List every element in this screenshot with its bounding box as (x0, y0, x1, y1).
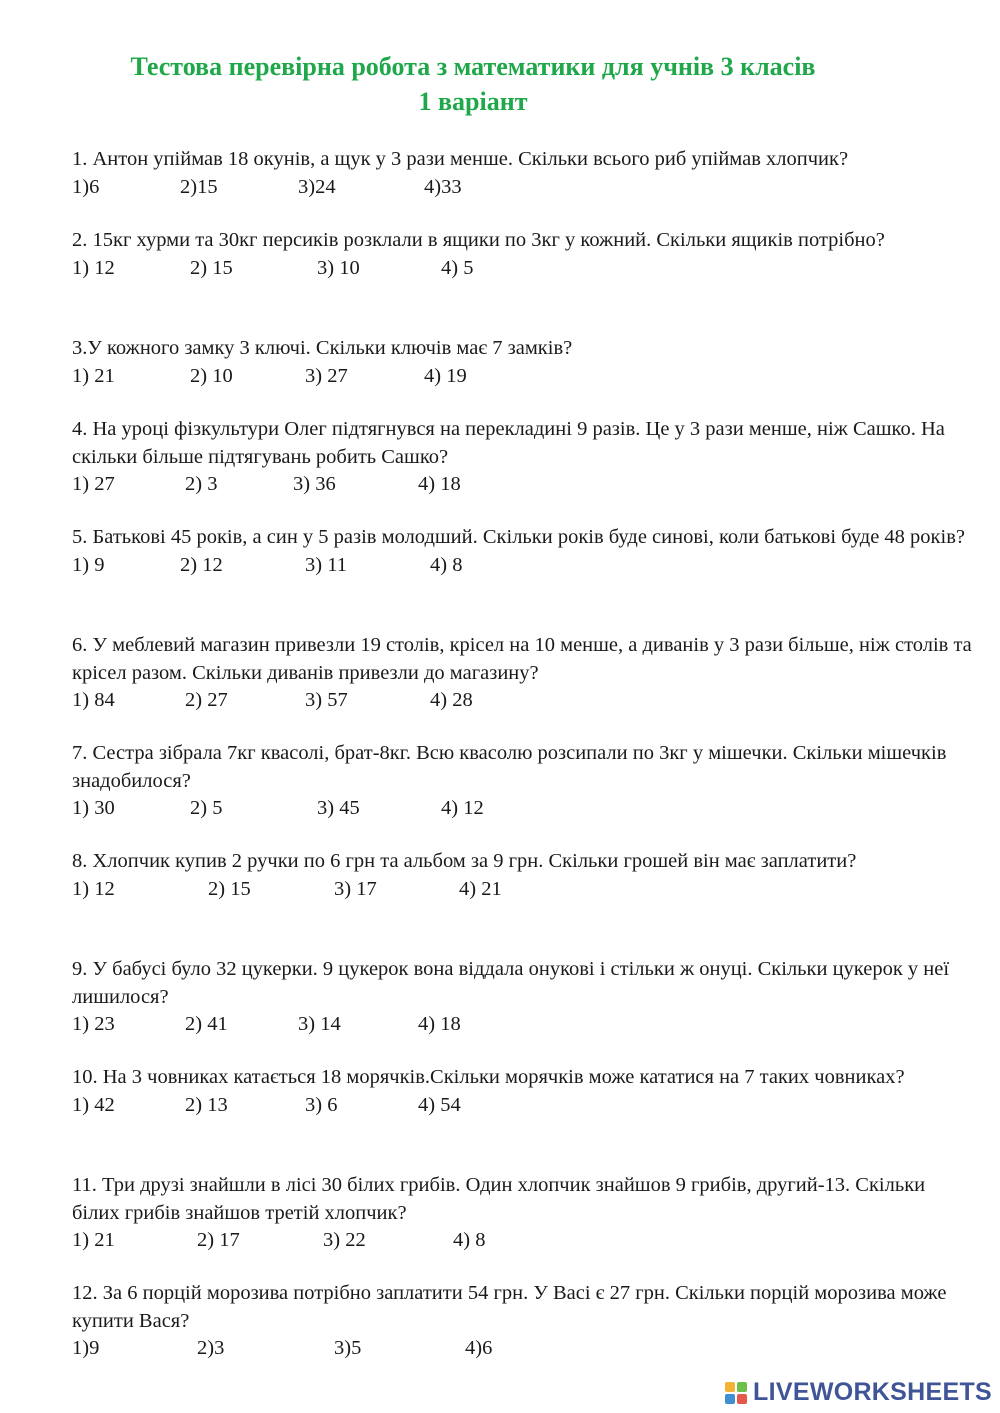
answer-option[interactable]: 3)5 (334, 1337, 362, 1359)
question-text: 4. На уроці фізкультури Олег підтягнувся на перекладині 9 разів. Це у 3 рази менше, ніж Сашко. На скільки більше підтягувань робить Сашко? (72, 418, 945, 468)
answer-option[interactable]: 3) 36 (293, 473, 336, 495)
answer-option[interactable]: 1) 21 (72, 1229, 115, 1251)
answer-option[interactable]: 2) 13 (185, 1093, 228, 1116)
answer-option[interactable]: 1) 23 (72, 1013, 115, 1035)
answer-option[interactable]: 4) 8 (430, 553, 463, 576)
answer-option[interactable]: 3) 27 (305, 364, 348, 387)
question-text: 11. Три друзі знайшли в лісі 30 білих грибів. Один хлопчик знайшов 9 грибів, другий-13. Скільки білих грибів знайшов третій хлопчик? (72, 1174, 926, 1224)
question-text: 8. Хлопчик купив 2 ручки по 6 грн та альбом за 9 грн. Скільки грошей він має заплатити? (72, 850, 857, 872)
answer-option[interactable]: 4) 12 (441, 797, 484, 819)
answer-option[interactable]: 3) 57 (305, 689, 348, 711)
answer-options (72, 1011, 972, 1039)
logo-tile (725, 1382, 735, 1392)
liveworksheets-logo (725, 1378, 992, 1407)
logo-tile (737, 1382, 747, 1392)
answer-option[interactable]: 3) 22 (323, 1229, 366, 1251)
answer-option[interactable]: 1) 12 (72, 877, 115, 900)
answer-option[interactable]: 2) 17 (197, 1229, 240, 1251)
answer-option[interactable]: 4) 54 (418, 1093, 461, 1116)
question-2 (72, 227, 972, 282)
question-3 (72, 335, 972, 390)
answer-option[interactable]: 3) 45 (317, 797, 360, 819)
answer-option[interactable]: 1) 12 (72, 256, 115, 279)
answer-option[interactable]: 3)24 (298, 175, 336, 198)
answer-option[interactable]: 3) 14 (298, 1013, 341, 1035)
answer-option[interactable]: 1)6 (72, 175, 100, 198)
question-text: 2. 15кг хурми та 30кг персиків розклали в ящики по 3кг у кожний. Скільки ящиків потрібно? (72, 229, 885, 251)
answer-options (72, 1335, 972, 1363)
answer-options (72, 876, 972, 904)
answer-option[interactable]: 4) 19 (424, 364, 467, 387)
answer-options (72, 471, 972, 499)
question-text: 3.У кожного замку 3 ключі. Скільки ключів має 7 замків? (72, 337, 573, 359)
answer-option[interactable]: 1) 9 (72, 553, 105, 576)
answer-option[interactable]: 2) 12 (180, 553, 223, 576)
answer-option[interactable]: 4) 18 (418, 1013, 461, 1035)
question-text: 1. Антон упіймав 18 окунів, а щук у 3 рази менше. Скільки всього риб упіймав хлопчик? (72, 148, 849, 170)
answer-option[interactable]: 2) 41 (185, 1013, 228, 1035)
answer-option[interactable]: 3) 10 (317, 256, 360, 279)
answer-options (72, 687, 972, 715)
question-7 (72, 740, 972, 823)
answer-option[interactable]: 2) 5 (190, 797, 223, 819)
answer-option[interactable]: 2) 15 (190, 256, 233, 279)
logo-tile (737, 1394, 747, 1404)
answer-option[interactable]: 2) 10 (190, 364, 233, 387)
logo-icon (725, 1382, 747, 1404)
answer-options (72, 795, 972, 823)
answer-option[interactable]: 2)3 (197, 1337, 225, 1359)
logo-tile (725, 1394, 735, 1404)
answer-option[interactable]: 1) 27 (72, 473, 115, 495)
question-text: 12. За 6 порцій морозива потрібно заплатити 54 грн. У Васі є 27 грн. Скільки порцій морозива може купити Вася? (72, 1282, 947, 1332)
answer-option[interactable]: 1) 30 (72, 797, 115, 819)
question-text: 5. Батькові 45 років, а син у 5 разів молодший. Скільки років буде синові, коли батькові буде 48 років? (72, 526, 965, 548)
answer-option[interactable]: 4)6 (465, 1337, 493, 1359)
question-6 (72, 632, 972, 715)
answer-option[interactable]: 4) 28 (430, 689, 473, 711)
answer-options (72, 174, 972, 202)
page-title: Тестова перевірна робота з математики для учнів 3 класів (130, 52, 816, 81)
question-11 (72, 1172, 972, 1255)
question-10 (72, 1064, 972, 1119)
answer-option[interactable]: 3) 17 (334, 877, 377, 900)
answer-option[interactable]: 1) 21 (72, 364, 115, 387)
brand-name: LIVEWORKSHEETS (753, 1378, 992, 1406)
answer-option[interactable]: 4) 5 (441, 256, 474, 279)
answer-option[interactable]: 1) 42 (72, 1093, 115, 1116)
question-8 (72, 848, 972, 903)
answer-options (72, 255, 972, 283)
answer-option[interactable]: 3) 11 (305, 553, 347, 576)
answer-option[interactable]: 2) 27 (185, 689, 228, 711)
answer-option[interactable]: 4)33 (424, 175, 462, 198)
question-text: 6. У меблевий магазин привезли 19 столів, крісел на 10 менше, а диванів у 3 рази більше, ніж столів та крісел разом. Скільки диванів привезли до магазину? (72, 634, 972, 684)
answer-option[interactable]: 1) 84 (72, 689, 115, 711)
answer-options (72, 1227, 972, 1255)
question-text: 9. У бабусі було 32 цукерки. 9 цукерок вона віддала онукові і стільки ж онуці. Скільки цукерок у неї лишилося? (72, 958, 950, 1008)
answer-option[interactable]: 2)15 (180, 175, 218, 198)
answer-option[interactable]: 4) 18 (418, 473, 461, 495)
answer-options (72, 1092, 972, 1120)
answer-option[interactable]: 4) 8 (453, 1229, 486, 1251)
answer-option[interactable]: 2) 3 (185, 473, 218, 495)
answer-option[interactable]: 4) 21 (459, 877, 502, 900)
answer-options (72, 363, 972, 391)
question-5 (72, 524, 972, 579)
answer-option[interactable]: 2) 15 (208, 877, 251, 900)
question-text: 10. На 3 човниках катається 18 морячків.Скільки морячків може кататися на 7 таких човниках? (72, 1066, 905, 1088)
answer-option[interactable]: 1)9 (72, 1337, 100, 1359)
variant-subtitle: 1 варіант (418, 87, 528, 116)
question-12 (72, 1280, 972, 1363)
answer-options (72, 552, 972, 580)
question-text: 7. Сестра зібрала 7кг квасолі, брат-8кг. Всю квасолю розсипали по 3кг у мішечки. Скільки мішечків знадобилося? (72, 742, 947, 792)
answer-option[interactable]: 3) 6 (305, 1093, 338, 1116)
question-1 (72, 146, 972, 201)
question-4 (72, 416, 972, 499)
question-9 (72, 956, 972, 1039)
